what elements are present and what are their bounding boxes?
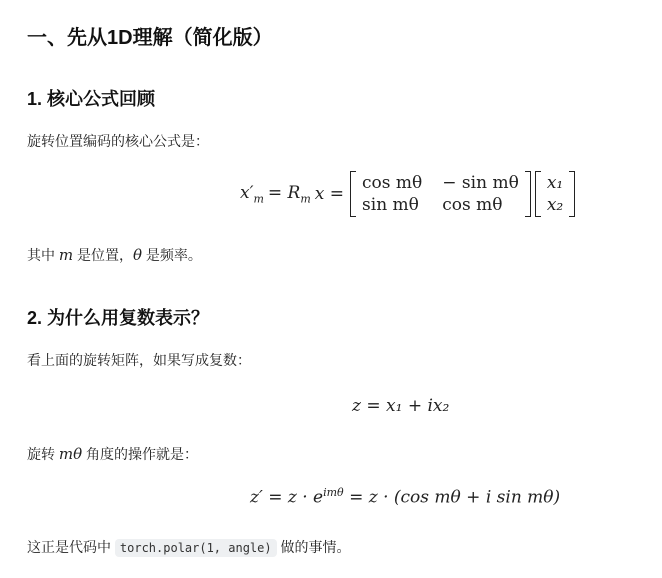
eq-lhs: $x'_m$	[240, 182, 264, 206]
section1-note: 其中 m 是位置，θ 是频率。	[27, 246, 202, 264]
section1-heading: 1. 核心公式回顾	[27, 89, 156, 109]
var-m: m	[58, 246, 74, 264]
rotation-matrix	[350, 171, 531, 217]
rotation-equation	[240, 171, 577, 217]
matrix-cell: cos mθ	[362, 173, 423, 193]
complex-equation: z = x₁ + ix₂	[352, 396, 450, 416]
eq-mid: = $R_m$	[267, 182, 311, 206]
eq-mid2: x =	[314, 184, 345, 204]
input-vector	[535, 171, 575, 217]
vector-cell: x₂	[546, 195, 564, 215]
matrix-cell: − sin mθ	[442, 173, 519, 193]
matrix-cell: sin mθ	[362, 195, 419, 215]
vector-right-bracket	[569, 171, 575, 217]
rotate-sentence: 旋转 mθ 角度的操作就是：	[27, 445, 199, 463]
var-theta: θ	[133, 246, 143, 264]
matrix-cell: cos mθ	[442, 195, 503, 215]
section1-intro: 旋转位置编码的核心公式是：	[27, 133, 209, 149]
section2-intro: 看上面的旋转矩阵，如果写成复数：	[27, 352, 251, 368]
matrix-right-bracket	[525, 171, 531, 217]
page-title: 一、先从1D理解（简化版）	[27, 27, 273, 49]
var-mtheta: mθ	[58, 445, 83, 463]
code-snippet: torch.polar(1, angle)	[115, 539, 277, 557]
rotation-exp-equation: $z' = z \cdot e^{im\theta} = z \cdot (\cos$ mθ + i sin mθ)	[250, 486, 561, 508]
vector-cell: x₁	[546, 173, 564, 193]
final-sentence: 这正是代码中 torch.polar(1, angle) 做的事情。	[27, 539, 351, 555]
section2-heading: 2. 为什么用复数表示？	[27, 308, 210, 328]
